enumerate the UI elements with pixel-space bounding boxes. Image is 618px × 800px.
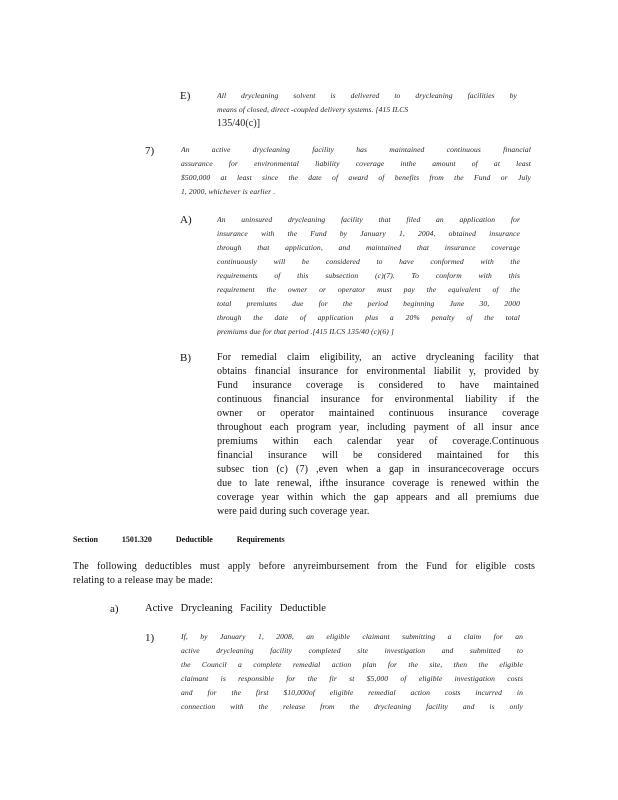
section-heading: Section 1501.320 Deductible Requirements (73, 535, 285, 544)
text-line: assurance for environmental liability coverage inthe amount of at least (181, 159, 531, 168)
text-line: An active drycleaning facility has maintained continuous financial (181, 145, 531, 154)
text-line: claimant is responsible for the fir st $5,000 of eligible investigation costs (181, 674, 523, 683)
item-7-text (181, 143, 531, 199)
text-line: 1, 2000, whichever is earlier . (181, 187, 276, 196)
text-line: relating to a release may be made: (73, 575, 214, 586)
text-line: through the date of application plus a 20% penalty of the total (217, 313, 520, 322)
text-line: For remedial claim eligibility, an active drycleaning facility that (217, 352, 539, 363)
text-line: owner or operator maintained continuous insurance coverage (217, 408, 539, 419)
item-7b-label: B) (180, 352, 191, 364)
text-line: premiums within each calendar year of coverage.Continuous (217, 436, 539, 447)
text-line: total premiums due for the period beginning June 30, 2000 (217, 299, 520, 308)
item-7-label: 7) (145, 145, 155, 157)
text-line: An uninsured drycleaning facility that filed an application for (217, 215, 520, 224)
text-line: continuously will be considered to have conformed with the (217, 257, 520, 266)
text-line: subsec tion (c) (7) ,even when a gap in insurancecoverage occurs (217, 464, 539, 475)
text-line: means of closed, direct -coupled delivery systems. [415 ILCS (217, 105, 409, 114)
text-line: 135/40(c)] (217, 118, 261, 129)
item-7a-text (217, 213, 520, 339)
text-line: were paid during such coverage year. (217, 506, 370, 517)
text-line: requirements of this subsection (c)(7). To conform with this (217, 271, 520, 280)
text-line: All drycleaning solvent is delivered to drycleaning facilities by (217, 91, 517, 100)
text-line: active drycleaning facility completed site investigation and submitted to (181, 646, 523, 655)
item-a-title: Active Drycleaning Facility Deductible (145, 603, 326, 614)
text-line: continuous financial insurance for environmental liability if the (217, 394, 539, 405)
text-line: requirement the owner or operator must pay the equivalent of the (217, 285, 520, 294)
text-line: obtains financial insurance for environmental liabilit y, provided by (217, 366, 539, 377)
item-7a-label: A) (180, 214, 192, 226)
text-line: financial insurance will be considered maintained for this (217, 450, 539, 461)
section-intro (73, 560, 535, 588)
text-line: If, by January 1, 2008, an eligible claimant submitting a claim for an (181, 632, 523, 641)
text-line: The following deductibles must apply before anyreimbursement from the Fund for eligible costs (73, 561, 535, 572)
text-line: Fund insurance coverage is considered to have maintained (217, 380, 539, 391)
item-e-label: E) (180, 90, 191, 102)
text-line: through that application, and maintained that insurance coverage (217, 243, 520, 252)
text-line: due to late renewal, ifthe insurance coverage is renewed within the (217, 478, 539, 489)
item-a1-text (181, 630, 523, 714)
text-line: coverage year within which the gap appears and all premiums due (217, 492, 539, 503)
item-e-text (217, 89, 517, 131)
text-line: the Council a complete remedial action plan for the site, then the eligible (181, 660, 523, 669)
text-line: premiums due for that period .[415 ILCS 135/40 (c)(6) ] (217, 327, 394, 336)
item-a-label: a) (110, 603, 119, 615)
text-line: and for the first $10,000of eligible remedial action costs incurred in (181, 688, 523, 697)
text-line: $500,000 at least since the date of award of benefits from the Fund or July (181, 173, 531, 182)
text-line: connection with the release from the drycleaning facility and is only (181, 702, 523, 711)
item-7b-text (217, 351, 539, 519)
item-a1-label: 1) (145, 632, 155, 644)
text-line: insurance with the Fund by January 1, 2004, obtained insurance (217, 229, 520, 238)
text-line: throughout each program year, including payment of all insur ance (217, 422, 539, 433)
